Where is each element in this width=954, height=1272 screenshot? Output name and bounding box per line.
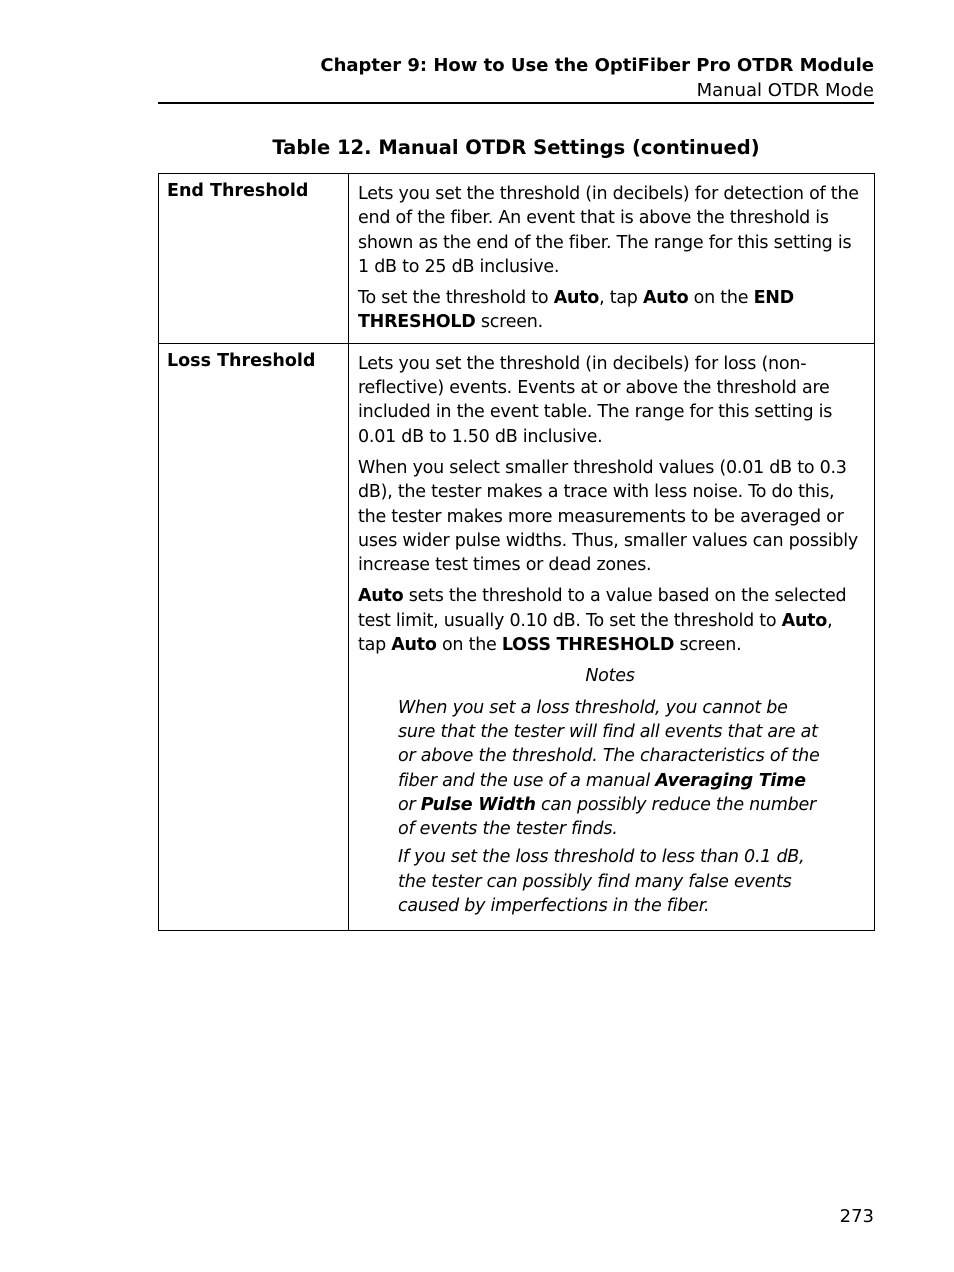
description-paragraph: Auto sets the threshold to a value based on the selected test limit, usually 0.10 dB. To set the threshold to Auto, tap Auto on the LOSS THRESHOLD screen. xyxy=(358,586,847,656)
setting-name: End Threshold xyxy=(159,174,349,344)
chapter-title: Chapter 9: How to Use the OptiFiber Pro OTDR Module xyxy=(320,55,874,76)
notes-heading: Notes xyxy=(585,666,635,687)
settings-table xyxy=(158,173,875,931)
table-caption: Table 12. Manual OTDR Settings (continued) xyxy=(272,136,760,159)
section-title: Manual OTDR Mode xyxy=(696,80,874,101)
note-text: If you set the loss threshold to less than 0.1 dB, the tester can possibly find many false events caused by imperfections in the fiber. xyxy=(398,847,805,917)
note-text: When you set a loss threshold, you cannot be sure that the tester will find all events that are at or above the threshold. The characteristics of the fiber and the use of a manual Averaging Time or Pulse Width can possibly reduce the number of events the tester finds. xyxy=(398,697,820,840)
description-paragraph: When you select smaller threshold values (0.01 dB to 0.3 dB), the tester makes a trace with less noise. To do this, the tester makes more measurements to be averaged or uses wider pulse widths. Thus, smaller values can possibly increase test times or dead zones. xyxy=(358,457,858,576)
page-number: 273 xyxy=(839,1206,874,1227)
setting-description xyxy=(349,343,875,931)
header-rule xyxy=(158,102,874,104)
description-paragraph: Lets you set the threshold (in decibels) for detection of the end of the fiber. An event that is above the threshold is shown as the end of the fiber. The range for this setting is 1 dB to 25 dB inclusive. xyxy=(358,184,859,277)
setting-description xyxy=(349,174,875,344)
setting-name: Loss Threshold xyxy=(159,343,349,931)
running-header xyxy=(320,53,874,103)
table-row xyxy=(159,174,875,344)
table-row xyxy=(159,343,875,931)
description-paragraph: To set the threshold to Auto, tap Auto on the END THRESHOLD screen. xyxy=(358,288,794,333)
description-paragraph: Lets you set the threshold (in decibels) for loss (non-reflective) events. Events at or above the threshold are included in the event table. The range for this setting is 0.01 dB to 1.50 dB inclusive. xyxy=(358,353,833,447)
